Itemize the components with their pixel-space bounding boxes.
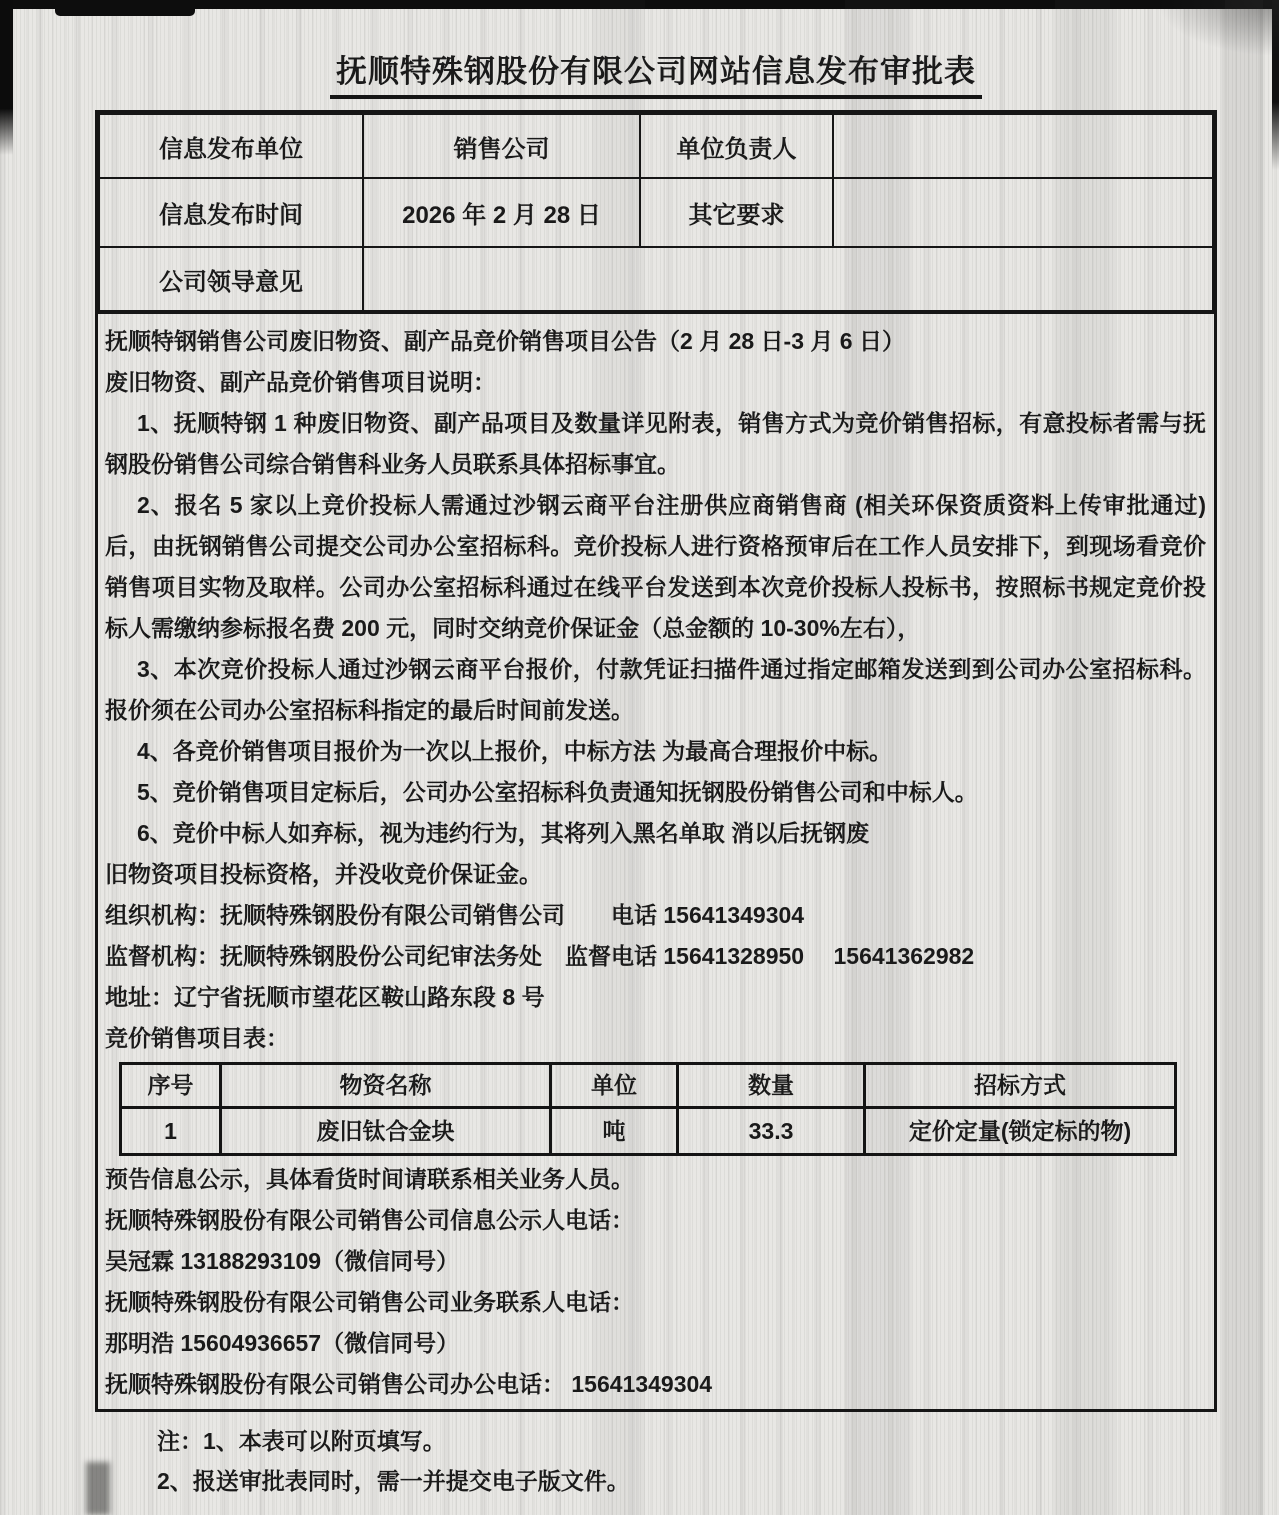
announcement-body xyxy=(98,312,1214,1409)
cell-material: 废旧钛合金块 xyxy=(221,1108,551,1155)
title-row xyxy=(95,46,1217,99)
cell-unit: 吨 xyxy=(551,1108,678,1155)
public-contact-label: 抚顺特殊钢股份有限公司销售公司信息公示人电话： xyxy=(105,1207,634,1233)
scan-streak-band xyxy=(1225,0,1263,1515)
col-header-quantity: 数量 xyxy=(678,1064,865,1108)
address-line: 地址：辽宁省抚顺市望花区鞍山路东段 8 号 xyxy=(105,984,545,1010)
publish-unit-label: 信息发布单位 xyxy=(99,114,363,178)
other-requirements-label: 其它要求 xyxy=(640,178,833,247)
business-contact-label: 抚顺特殊钢股份有限公司销售公司业务联系人电话： xyxy=(105,1289,634,1315)
table-row xyxy=(99,114,1213,178)
notice-line: 预告信息公示，具体看货时间请联系相关业务人员。 xyxy=(105,1166,634,1192)
footnotes xyxy=(157,1421,1279,1501)
announcement-item-6-continuation: 旧物资项目投标资格，并没收竞价保证金。 xyxy=(105,861,542,887)
announcement-heading: 抚顺特钢销售公司废旧物资、副产品竞价销售项目公告（2 月 28 日-3 月 6 日） xyxy=(105,328,905,354)
col-header-seq: 序号 xyxy=(121,1064,221,1108)
publish-time-value: 2026 年 2 月 28 日 xyxy=(363,178,640,247)
supervisor-line: 监督机构：抚顺特殊钢股份公司纪审法务处 监督电话 15641328950 15641362982 xyxy=(105,943,975,969)
announcement-item-4: 4、各竞价销售项目报价为一次以上报价，中标方法 为最高合理报价中标。 xyxy=(137,738,893,764)
announcement-item-6: 6、竞价中标人如弃标，视为违约行为，其将列入黑名单取 消以后抚钢废 xyxy=(137,820,870,846)
unit-manager-label: 单位负责人 xyxy=(640,114,833,178)
scan-artifact-top-blob xyxy=(55,0,195,16)
announcement-intro: 废旧物资、副产品竞价销售项目说明： xyxy=(105,369,496,395)
table-row xyxy=(99,178,1213,247)
cell-quantity: 33.3 xyxy=(678,1108,865,1155)
announcement-item-1: 1、抚顺特钢 1 种废旧物资、副产品项目及数量详见附表，销售方式为竞价销售招标，有意投标者需与抚钢股份销售公司综合销售科业务人员联系具体招标事宜。 xyxy=(105,410,1206,477)
col-header-method: 招标方式 xyxy=(865,1064,1176,1108)
leadership-opinion-value xyxy=(363,247,1213,311)
col-header-unit: 单位 xyxy=(551,1064,678,1108)
organizer-line: 组织机构：抚顺特殊钢股份有限公司销售公司 电话 15641349304 xyxy=(105,902,805,928)
table-row xyxy=(99,247,1213,311)
announcement-item-5: 5、竞价销售项目定标后，公司办公室招标科负责通知抚钢股份销售公司和中标人。 xyxy=(137,779,978,805)
project-table-caption: 竞价销售项目表： xyxy=(105,1025,289,1051)
scan-artifact-left-bar xyxy=(0,0,13,155)
page-title: 抚顺特殊钢股份有限公司网站信息发布审批表 xyxy=(330,46,982,99)
business-contact-value: 那明浩 15604936657（微信同号） xyxy=(105,1330,460,1356)
project-table-row xyxy=(121,1108,1176,1155)
announcement-item-2: 2、报名 5 家以上竞价投标人需通过沙钢云商平台注册供应商销售商 (相关环保资质资料上传审批通过)后，由抚钢销售公司提交公司办公室招标科。竞价投标人进行资格预审后在工作人员安排下，到现场看竞价销售项目实物及取样。公司办公室招标科通过在线平台发送到本次竞价投标人投标书，按照标书规定竞价投标人需缴纳参标报名费 200 元，同时交纳竞价保证金（总金额的 10-30%左右）， xyxy=(105,492,1206,641)
note-line-2: 2、报送审批表同时，需一并提交电子版文件。 xyxy=(157,1468,630,1494)
cell-seq: 1 xyxy=(121,1108,221,1155)
other-requirements-value xyxy=(833,178,1213,247)
approval-form-frame xyxy=(95,110,1217,1412)
project-table-header-row xyxy=(121,1064,1176,1108)
publish-unit-value: 销售公司 xyxy=(363,114,640,178)
project-table xyxy=(119,1062,1177,1156)
col-header-material: 物资名称 xyxy=(221,1064,551,1108)
cell-method: 定价定量(锁定标的物) xyxy=(865,1108,1176,1155)
public-contact-value: 吴冠霖 13188293109（微信同号） xyxy=(105,1248,460,1274)
note-line-1: 注：1、本表可以附页填写。 xyxy=(157,1428,446,1454)
announcement-item-3: 3、本次竞价投标人通过沙钢云商平台报价，付款凭证扫描件通过指定邮箱发送到到公司办公室招标科。报价须在公司办公室招标科指定的最后时间前发送。 xyxy=(105,656,1206,723)
leadership-opinion-label: 公司领导意见 xyxy=(99,247,363,311)
unit-manager-value xyxy=(833,114,1213,178)
publish-time-label: 信息发布时间 xyxy=(99,178,363,247)
approval-table xyxy=(98,113,1214,312)
scan-artifact-bottom-smudge xyxy=(86,1462,110,1515)
office-phone-line: 抚顺特殊钢股份有限公司销售公司办公电话： 15641349304 xyxy=(105,1371,713,1397)
